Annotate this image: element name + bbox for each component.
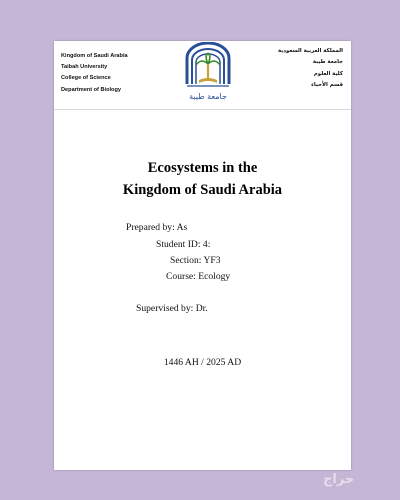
- header-line-country: Kingdom of Saudi Arabia: [61, 53, 128, 59]
- logo-caption: جامعة طيبة: [189, 92, 227, 101]
- watermark-logo: حراج: [323, 472, 355, 487]
- document-title: [54, 157, 351, 201]
- header-line-university: Taibah University: [61, 64, 108, 71]
- document-page: [54, 41, 351, 470]
- header-line-department: Department of Biology: [61, 86, 121, 93]
- header-line-college-ar: كلية العلوم: [313, 70, 343, 77]
- header-line-country-ar: المملكة العربية السعودية: [277, 48, 343, 54]
- header-english-block: [61, 51, 128, 96]
- course-line: Course: Ecology: [166, 271, 231, 282]
- prepared-by-line: Prepared by: As: [126, 222, 188, 233]
- student-id-line: Student ID: 4:: [156, 239, 211, 250]
- document-date: 1446 AH / 2025 AD: [163, 357, 242, 368]
- supervised-by-line: Supervised by: Dr.: [136, 303, 208, 314]
- university-logo-icon: [182, 42, 234, 104]
- section-line: Section: YF3: [170, 255, 221, 266]
- title-line-1: Ecosystems in the: [147, 160, 258, 176]
- header-line-department-ar: قسم الأحياء: [311, 82, 343, 89]
- title-line-2: Kingdom of Saudi Arabia: [122, 182, 283, 198]
- header-arabic-block: [278, 46, 343, 92]
- header-line-university-ar: جامعة طيبة: [312, 59, 343, 66]
- header-line-college: College of Science: [61, 75, 111, 82]
- header-divider: [54, 109, 351, 110]
